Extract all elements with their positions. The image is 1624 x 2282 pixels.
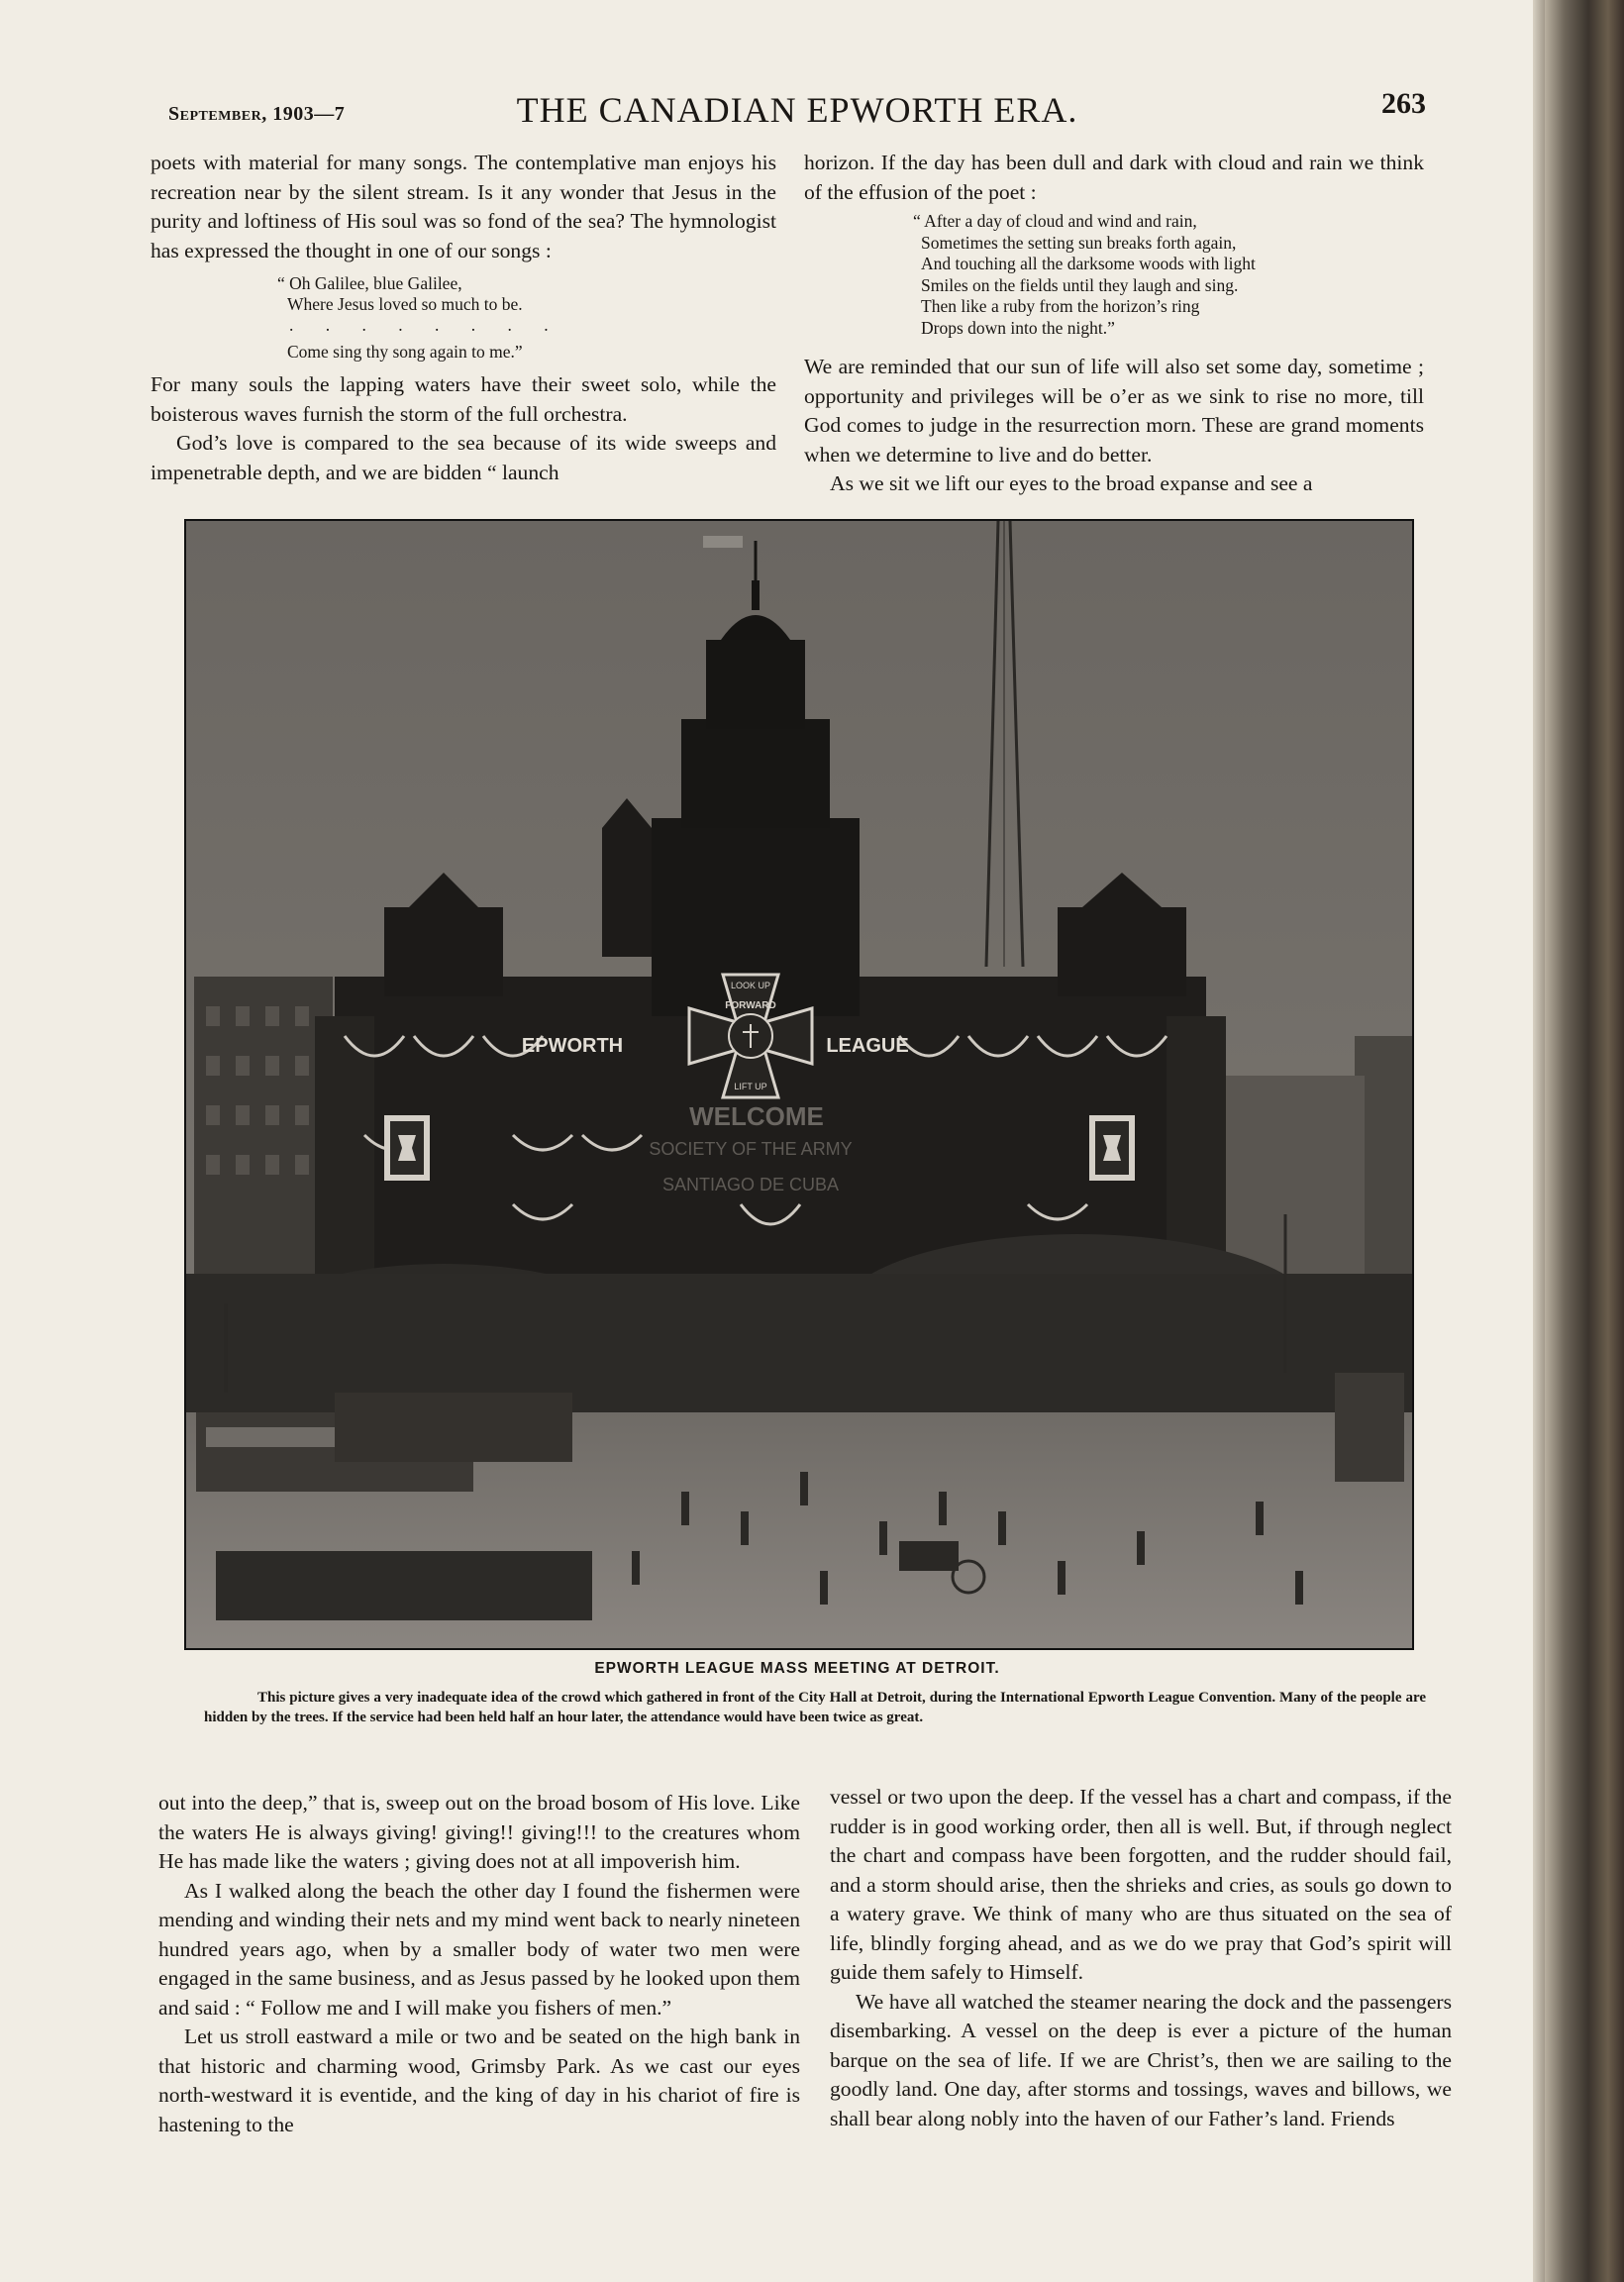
bottom-right-column bbox=[830, 1783, 1452, 2133]
sign-line-2: SANTIAGO DE CUBA bbox=[661, 1175, 840, 1194]
poem-line: Where Jesus loved so much to be. bbox=[287, 294, 523, 314]
page-number: 263 bbox=[1381, 87, 1426, 120]
banner-left-text: EPWORTH bbox=[521, 1035, 624, 1057]
banner-right-text: LEAGUE bbox=[826, 1035, 909, 1057]
badge-bottom-text: LIFT UP bbox=[734, 1082, 767, 1091]
side-banner-right bbox=[1089, 1115, 1135, 1181]
ellipsis-dots: . . . . . . . . bbox=[289, 315, 562, 335]
poem-line: Smiles on the fields until they laugh and sing. bbox=[921, 274, 1239, 295]
paragraph: As we sit we lift our eyes to the broad expanse and see a bbox=[830, 471, 1313, 495]
photo-illustration bbox=[186, 521, 1412, 1648]
paragraph: horizon. If the day has been dull and dark with cloud and rain we think of the effusion of the poet : bbox=[804, 151, 1424, 204]
poem-line: Come sing thy song again to me.” bbox=[287, 342, 523, 362]
paragraph: We are reminded that our sun of life will also set some day, sometime ; opportunity and privileges will be o’er as we sink to rise no more, till God comes to judge in the resurrection morn. These are grand moments when we determine to live and do better. bbox=[804, 355, 1424, 467]
book-binding bbox=[1545, 0, 1624, 2282]
paragraph: out into the deep,” that is, sweep out on the broad bosom of His love. Like the waters He is always giving! giving!! giving!!! to the creatures whom He has made like the waters ; giving does not at all impoverish him. bbox=[158, 1791, 800, 1873]
top-left-column bbox=[151, 149, 776, 487]
paragraph: poets with material for many songs. The contemplative man enjoys his recreation near by the silent stream. Is it any wonder that Jesus in the purity and loftiness of His soul was so fond of the sea? The hymnologist has expressed the thought in one of our songs : bbox=[151, 151, 776, 262]
paragraph: We have all watched the steamer nearing the dock and the passengers disembarking. A vessel on the deep is ever a picture of the human barque on the sea of life. If we are Christ’s, then we are sailing to the goodly land. One day, after storms and tossings, waves and billows, we shall bear along nobly into the haven of our Father’s land. Friends bbox=[830, 1989, 1452, 2130]
poem-line: Sometimes the setting sun breaks forth again, bbox=[921, 232, 1237, 253]
magazine-title: THE CANADIAN EPWORTH ERA. bbox=[516, 90, 1078, 130]
bottom-left-column bbox=[158, 1789, 800, 2139]
streetcar bbox=[1335, 1373, 1404, 1482]
poem-line: “ Oh Galilee, blue Galilee, bbox=[277, 273, 462, 293]
paragraph: vessel or two upon the deep. If the vessel has a chart and compass, if the rudder is in good working order, then all is well. But, if through neglect the chart and compass have been forgotten, and the rudder should fail, and a storm should arise, then the shrieks and cries, as souls go down to a watery grave. We think of many who are thus situated on the sea of life, blindly forging ahead, and as we do we pray that God’s spirit will guide them safely to Himself. bbox=[830, 1785, 1452, 1984]
poem-line: Then like a ruby from the horizon’s ring bbox=[921, 296, 1200, 316]
photo-caption-body bbox=[204, 1688, 1426, 1727]
caption-text: This picture gives a very inadequate idea of the crowd which gathered in front of the City Hall at Detroit, during the International Epworth League Convention. Many of the people are hidden by the trees. If the service had been held half an hour later, the attendance would have been twice as great. bbox=[204, 1690, 1426, 1725]
poem-line: Drops down into the night.” bbox=[921, 317, 1115, 338]
paragraph: For many souls the lapping waters have their sweet solo, while the boisterous waves furnish the storm of the full orchestra. bbox=[151, 372, 776, 426]
paragraph: God’s love is compared to the sea because of its wide sweeps and impenetrable depth, and we are bidden “ launch bbox=[151, 431, 776, 484]
side-banner-left bbox=[384, 1115, 430, 1181]
paragraph: Let us stroll eastward a mile or two and be seated on the high bank in that historic and charming wood, Grimsby Park. As we cast our eyes north-westward it is eventide, and the king of day in his chariot of fire is hastening to the bbox=[158, 2024, 800, 2136]
photo-caption-title: EPWORTH LEAGUE MASS MEETING AT DETROIT. bbox=[594, 1660, 1000, 1677]
sign-line-1: SOCIETY OF THE ARMY bbox=[649, 1139, 853, 1159]
hymn-quote bbox=[151, 273, 776, 363]
top-right-column bbox=[804, 149, 1424, 499]
badge-mid-text: FORWARD bbox=[725, 1000, 776, 1011]
running-header bbox=[168, 79, 1426, 139]
poem-line: “ After a day of cloud and wind and rain, bbox=[913, 211, 1197, 231]
paragraph: As I walked along the beach the other day I found the fishermen were mending and winding their nets and my mind went back to nearly nineteen hundred years ago, when by a smaller body of water two men were engaged in the same business, and as Jesus passed by he looked upon them and said : “ Follow me and I will make you fishers of men.” bbox=[158, 1878, 800, 2020]
poem-quote bbox=[804, 211, 1424, 339]
issue-date: September, 1903—7 bbox=[168, 103, 346, 125]
city-hall-photograph bbox=[184, 519, 1414, 1650]
poem-line: And touching all the darksome woods with light bbox=[921, 254, 1256, 273]
badge-top-text: LOOK UP bbox=[730, 981, 771, 990]
welcome-sign: WELCOME bbox=[689, 1101, 824, 1131]
